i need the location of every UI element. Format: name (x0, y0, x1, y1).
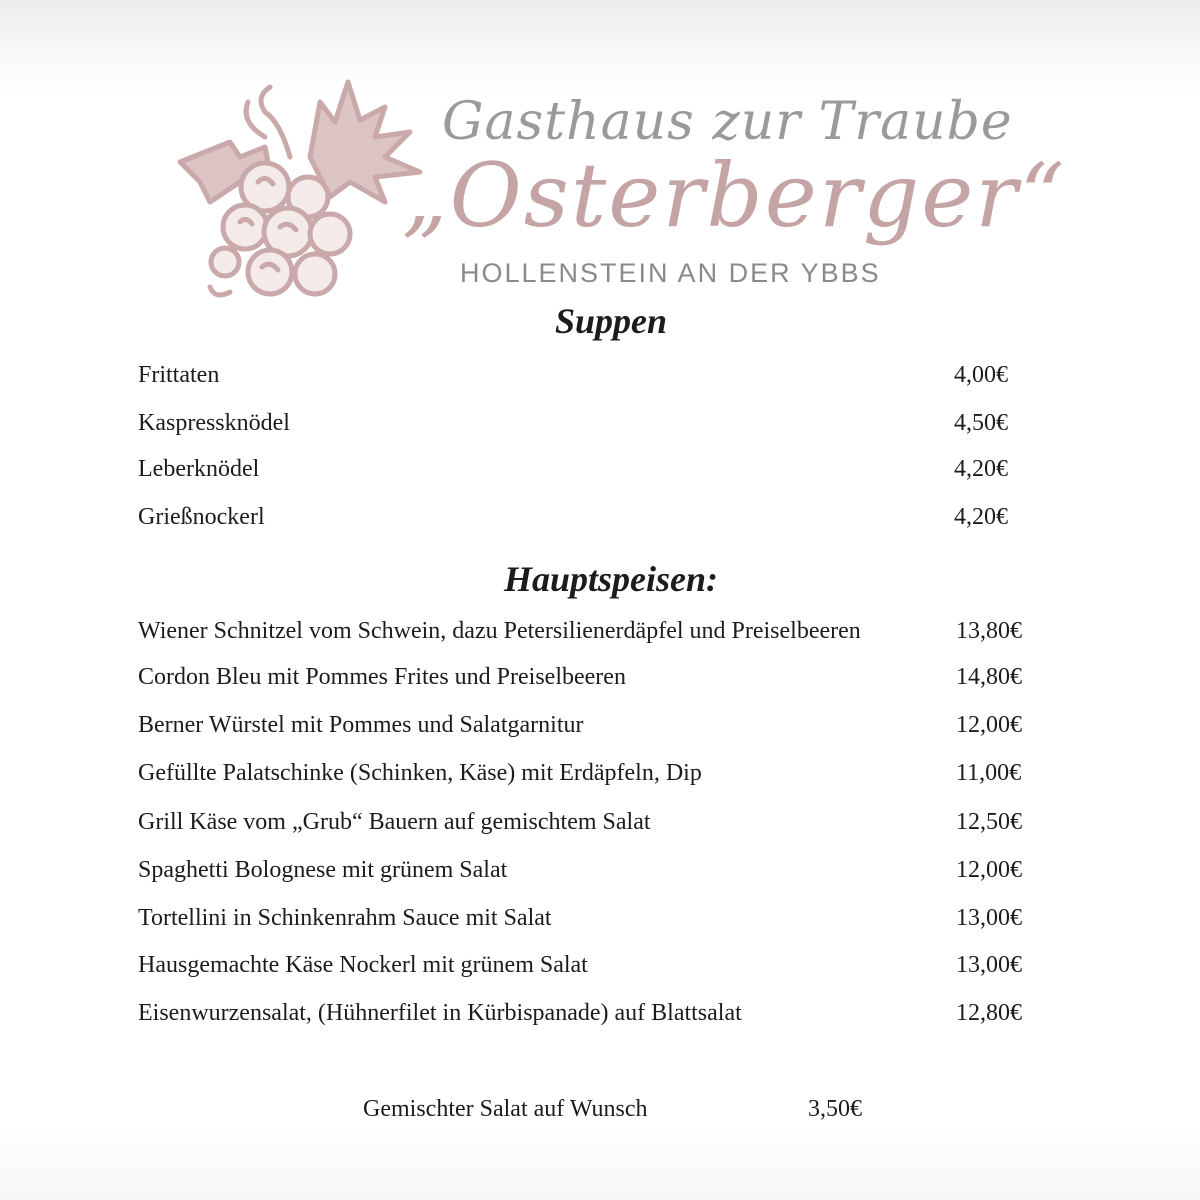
menu-item-name: Cordon Bleu mit Pommes Frites und Preiselbeeren (138, 664, 626, 690)
menu-item-name: Hausgemachte Käse Nockerl mit grünem Salat (138, 952, 588, 978)
logo-title: Gasthaus zur Traube (442, 92, 1013, 152)
menu-item-name: Wiener Schnitzel vom Schwein, dazu Petersilienerdäpfel und Preiselbeeren (138, 618, 861, 644)
menu-item (138, 410, 1028, 442)
menu-item-price: 14,80€ (956, 664, 1022, 690)
menu-item-price: 12,80€ (956, 1000, 1022, 1026)
menu-item-price: 12,00€ (956, 712, 1022, 738)
menu-item-name: Grill Käse vom „Grub“ Bauern auf gemischtem Salat (138, 809, 651, 835)
menu-item (138, 456, 1028, 488)
menu-item-name: Spaghetti Bolognese mit grünem Salat (138, 857, 508, 883)
menu-item-price: 4,20€ (954, 504, 1008, 530)
menu-item (138, 760, 1028, 792)
menu-item-name: Kaspressknödel (138, 410, 290, 436)
menu-item-price: 12,50€ (956, 809, 1022, 835)
soups-heading: Suppen (554, 301, 668, 341)
mains-heading: Hauptspeisen: (503, 559, 718, 599)
restaurant-logo (170, 62, 1070, 307)
menu-item (138, 664, 1028, 696)
menu-item-price: 13,00€ (956, 952, 1022, 978)
menu-item-name: Eisenwurzensalat, (Hühnerfilet in Kürbispanade) auf Blattsalat (138, 1000, 742, 1026)
menu-item (138, 952, 1028, 984)
grape-vine-icon (170, 62, 440, 307)
menu-item (138, 618, 1028, 650)
menu-item-name: Grießnockerl (138, 504, 265, 530)
menu-item-name: Tortellini in Schinkenrahm Sauce mit Salat (138, 905, 552, 931)
menu-item-name: Gefüllte Palatschinke (Schinken, Käse) mit Erdäpfeln, Dip (138, 760, 702, 786)
menu-item-price: 13,00€ (956, 905, 1022, 931)
menu-item (138, 712, 1028, 744)
logo-name: „Osterberger“ (402, 144, 1067, 247)
menu-item-price: 4,50€ (954, 410, 1008, 436)
menu-item-name: Leberknödel (138, 456, 260, 482)
extra-item (0, 1096, 1200, 1128)
menu-item (138, 905, 1028, 937)
extra-item-price: 3,50€ (808, 1096, 862, 1122)
menu-item (138, 857, 1028, 889)
menu-item-price: 4,20€ (954, 456, 1008, 482)
menu-item (138, 809, 1028, 841)
menu-item-name: Berner Würstel mit Pommes und Salatgarnitur (138, 712, 584, 738)
menu-item-price: 12,00€ (956, 857, 1022, 883)
menu-item (138, 362, 1028, 394)
menu-item (138, 1000, 1028, 1032)
logo-location: HOLLENSTEIN AN DER YBBS (460, 258, 881, 288)
menu-item-price: 11,00€ (956, 760, 1022, 786)
menu-item-name: Frittaten (138, 362, 220, 388)
menu-item-price: 13,80€ (956, 618, 1022, 644)
menu-item-price: 4,00€ (954, 362, 1008, 388)
extra-item-name: Gemischter Salat auf Wunsch (363, 1096, 648, 1122)
menu-item (138, 504, 1028, 536)
